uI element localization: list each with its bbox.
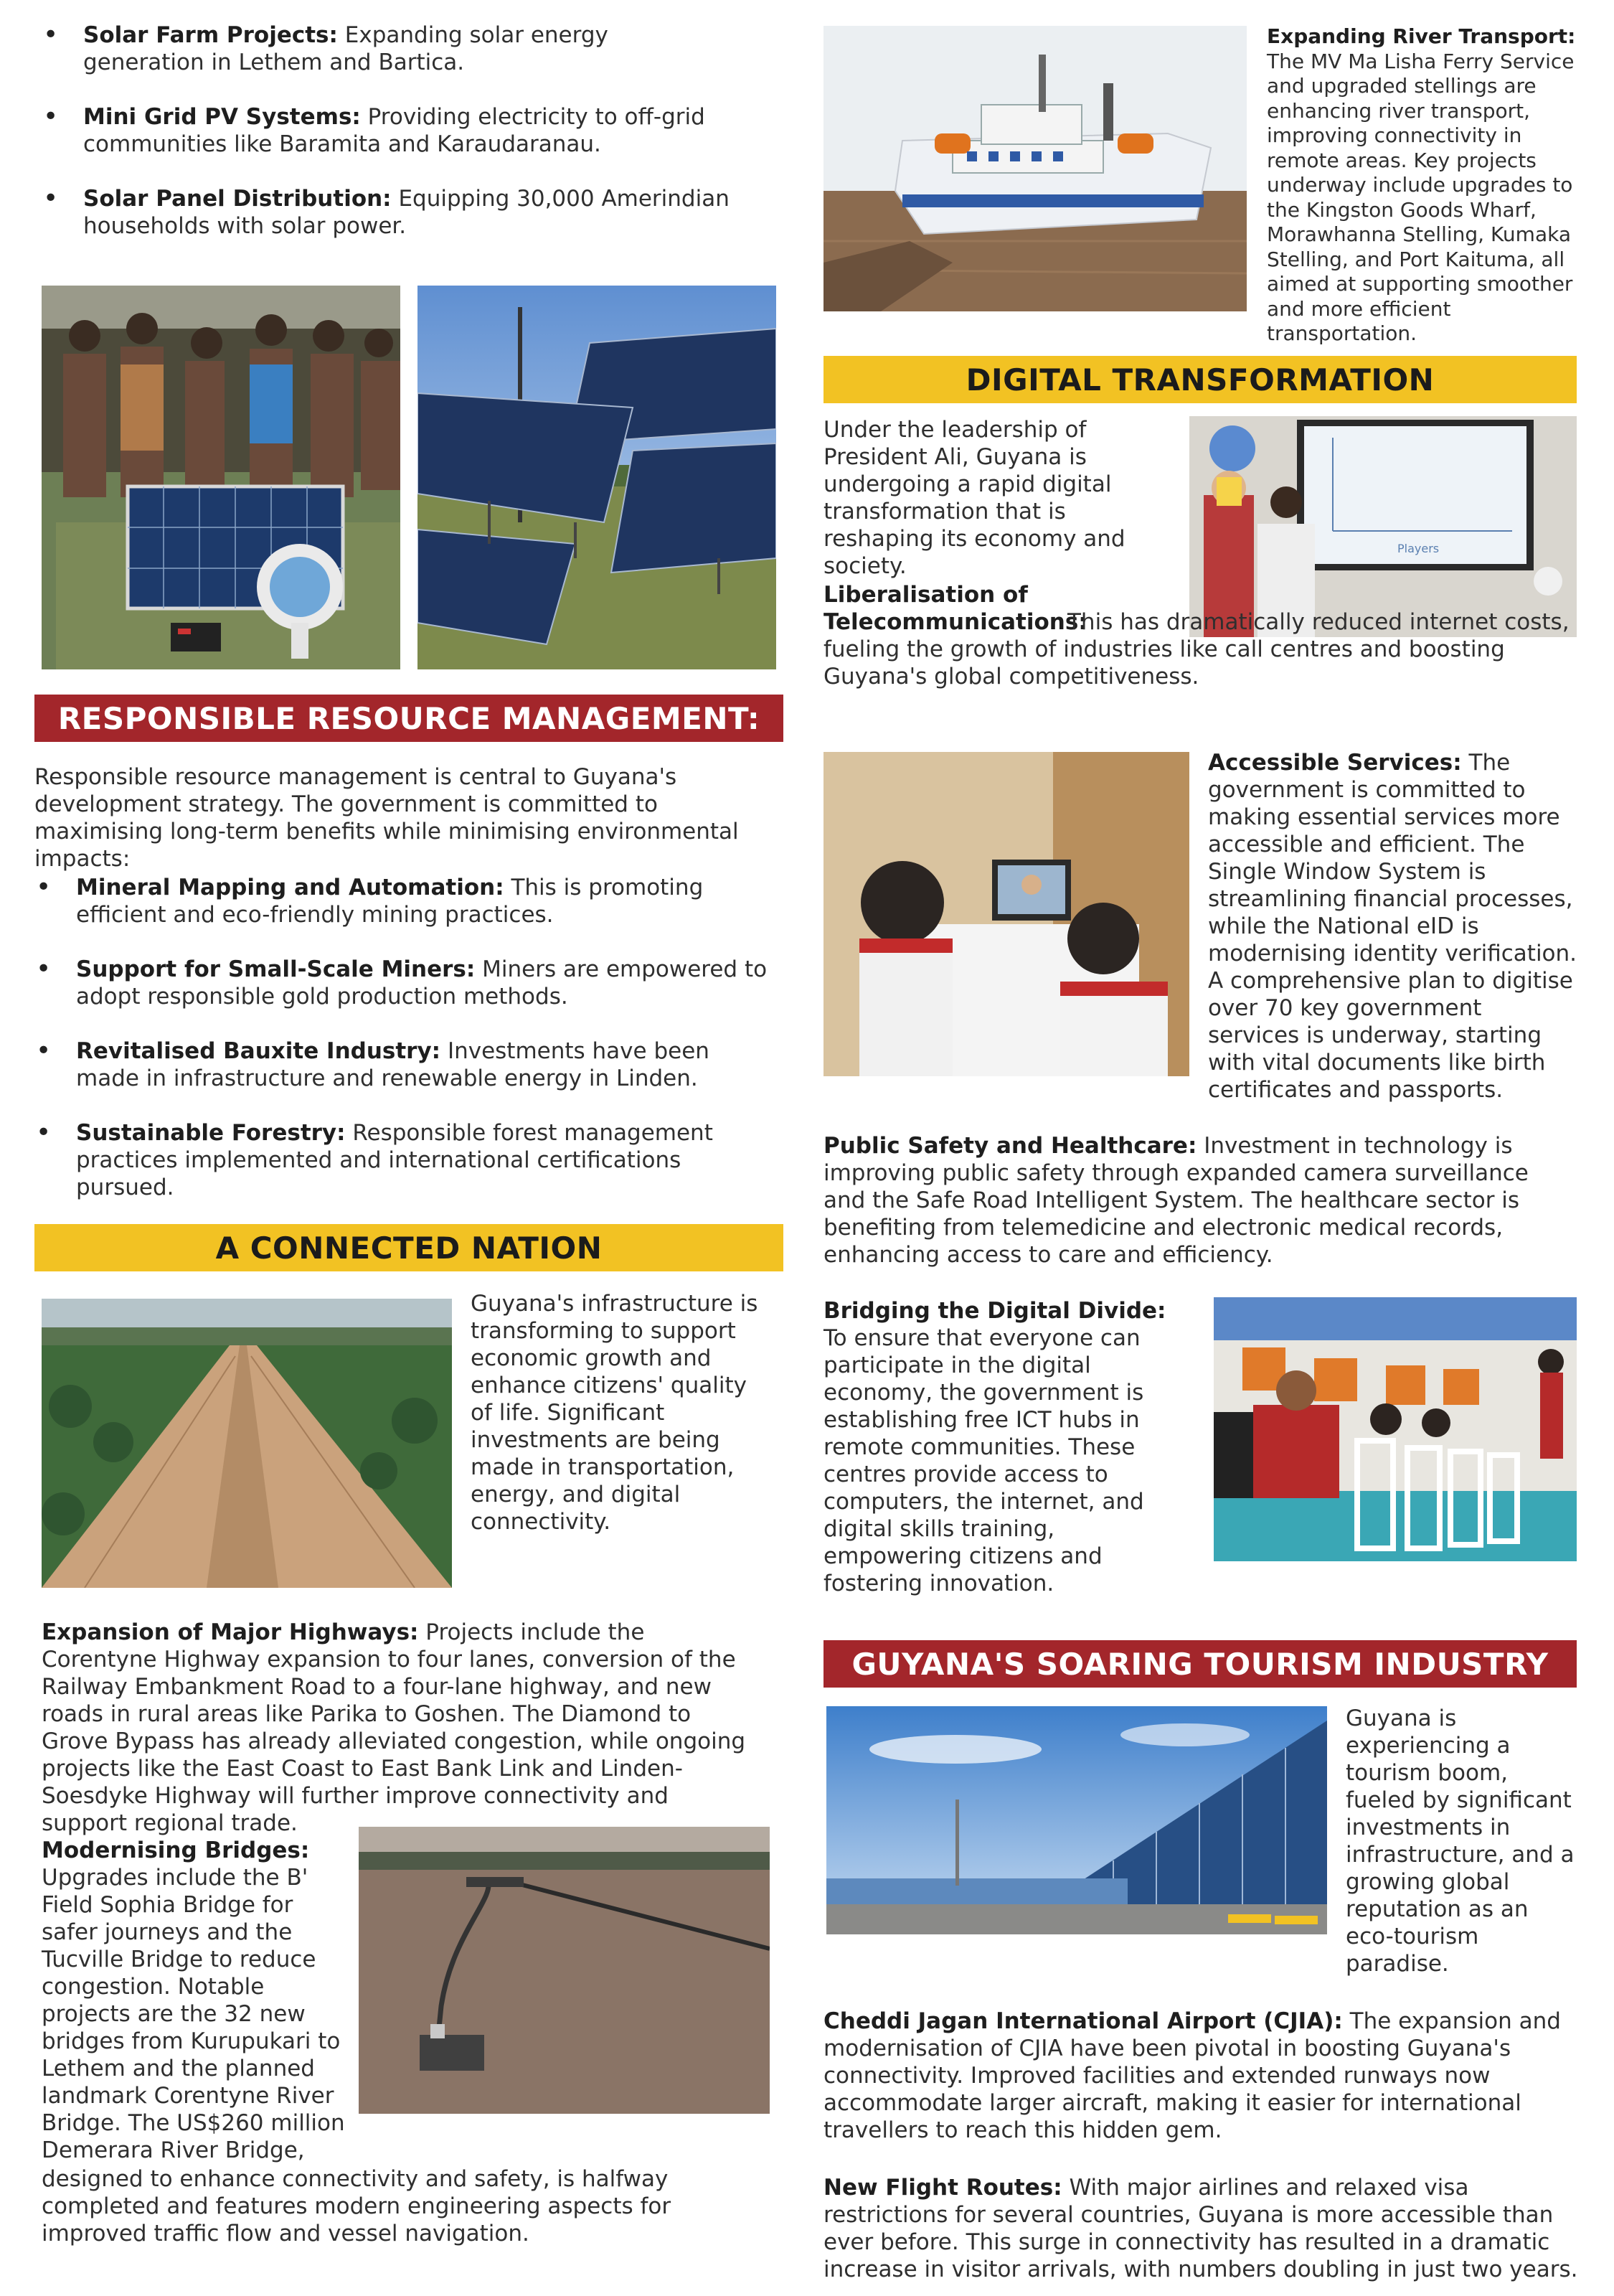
ict-hub-photo [1214,1297,1577,1561]
highway-photo [42,1299,452,1588]
list-item: • Mini Grid PV Systems: Providing electricity to off-grid communities like Baramita and Karaudaranau. [42,103,730,158]
resource-management-heading: RESPONSIBLE RESOURCE MANAGEMENT: [34,695,783,742]
digital-divide-paragraph: Bridging the Digital Divide: To ensure that everyone can participate in the digital economy, the government is establishing free ICT hubs in remote communities. These centres provide access to computers, the internet, and digital skills training, empowering citizens and fostering innovation. [823,1298,1166,1596]
accessible-services-paragraph: Accessible Services: The government is committed to making essential services more accessible and efficient. The Single Window System is streamlining financial processes, while the National eID is modernising identity verification. A comprehensive plan to digitise over 70 key government services is underway, starting with vital documents like birth certificates and passports. [1208,750,1577,1103]
river-transport-paragraph: Expanding River Transport: The MV Ma Lisha Ferry Service and upgraded stellings are enhancing river transport, improving connectivity in remote areas. Key projects underway include upgrades to the Kingston Goods Wharf, Morawhanna Stelling, Kumaka Stelling, and Port Kaituma, all aimed at supporting smoother and more efficient transportation. [1267,24,1576,345]
resource-bullet-list [34,874,773,1228]
intro-bullet-list [42,22,730,267]
bridges-paragraph-cont: designed to enhance connectivity and safety, is halfway completed and features modern engineering aspects for improved traffic flow and vessel navigation. [42,2166,671,2246]
list-item: • Mineral Mapping and Automation: This is promoting efficient and eco-friendly mining practices. [34,874,773,928]
list-item: • Sustainable Forestry: Responsible forest management practices implemented and international certifications pursued. [34,1119,773,1201]
list-item: • Solar Farm Projects: Expanding solar energy generation in Lethem and Bartica. [42,22,730,76]
telecom-text: This has dramatically reduced internet costs, fueling the growth of industries like call centres and boosting Guyana's global competitiveness. [823,609,1570,690]
list-item: • Support for Small-Scale Miners: Miners are empowered to adopt responsible gold production methods. [34,956,773,1010]
list-item: • Revitalised Bauxite Industry: Investments have been made in infrastructure and renewable energy in Linden. [34,1038,773,1092]
digital-intro: Under the leadership of President Ali, Guyana is undergoing a rapid digital transformation that is reshaping its economy and society. [823,417,1125,579]
bridges-paragraph: Modernising Bridges: Upgrades include the B' Field Sophia Bridge for safer journeys and the Tucville Bridge to reduce congestion. Notable projects are the 32 new bridges from Kurupukari to Lethem and the planned landmark Corentyne River Bridge. The US$260 million Demerara River Bridge, [42,1838,345,2163]
tourism-intro: Guyana is experiencing a tourism boom, fueled by significant investments in infrastructure, and a growing global reputation as an eco-tourism paradise. [1346,1705,1575,1977]
telemedicine-photo [823,752,1189,1076]
community-solar-photo [42,286,400,669]
ferry-photo [823,26,1247,311]
flight-routes-paragraph: New Flight Routes: With major airlines and relaxed visa restrictions for several countries, Guyana is more accessible than ever before. This surge in connectivity has resulted in a dramatic increase in visitor arrivals, with numbers doubling in just two years. [823,2175,1578,2282]
resource-intro: Responsible resource management is central to Guyana's development strategy. The government is committed to maximising long-term benefits while minimising environmental impacts: [34,764,739,872]
telecom-term: Liberalisation of Telecommunications: [823,582,1087,635]
airport-photo [826,1706,1327,1934]
board-label: Players [1397,542,1440,555]
connected-intro: Guyana's infrastructure is transforming to support economic growth and enhance citizens' quality of life. Significant investments are being made in transportation, energy, and digital connectivity. [471,1291,758,1535]
public-safety-paragraph: Public Safety and Healthcare: Investment in technology is improving public safety through expanded camera surveillance and the Safe Road Intelligent System. The healthcare sector is benefiting from telemedicine and electronic medical records, enhancing access to care and efficiency. [823,1133,1529,1268]
highways-paragraph: Expansion of Major Highways: Projects include the Corentyne Highway expansion to four lanes, conversion of the Railway Embankment Road to a four-lane highway, and new roads in rural areas like Parika to Goshen. The Diamond to Grove Bypass has already alleviated congestion, while ongoing projects like the East Coast to East Bank Link and Linden-Soesdyke Highway will further improve connectivity and support regional trade. [42,1619,746,1836]
tourism-heading: GUYANA'S SOARING TOURISM INDUSTRY [823,1640,1577,1688]
solar-farm-photo [417,286,776,669]
bridge-photo [359,1827,770,2114]
cjia-paragraph: Cheddi Jagan International Airport (CJIA): The expansion and modernisation of CJIA have been pivotal in boosting Guyana's connectivity. Improved facilities and extended runways now accommodate larger aircraft, making it easier for international travellers to reach this hidden gem. [823,2008,1561,2143]
digital-transformation-heading: DIGITAL TRANSFORMATION [823,356,1577,403]
smartboard-photo [1189,416,1577,637]
connected-nation-heading: A CONNECTED NATION [34,1224,783,1271]
list-item: • Solar Panel Distribution: Equipping 30,000 Amerindian households with solar power. [42,185,730,240]
